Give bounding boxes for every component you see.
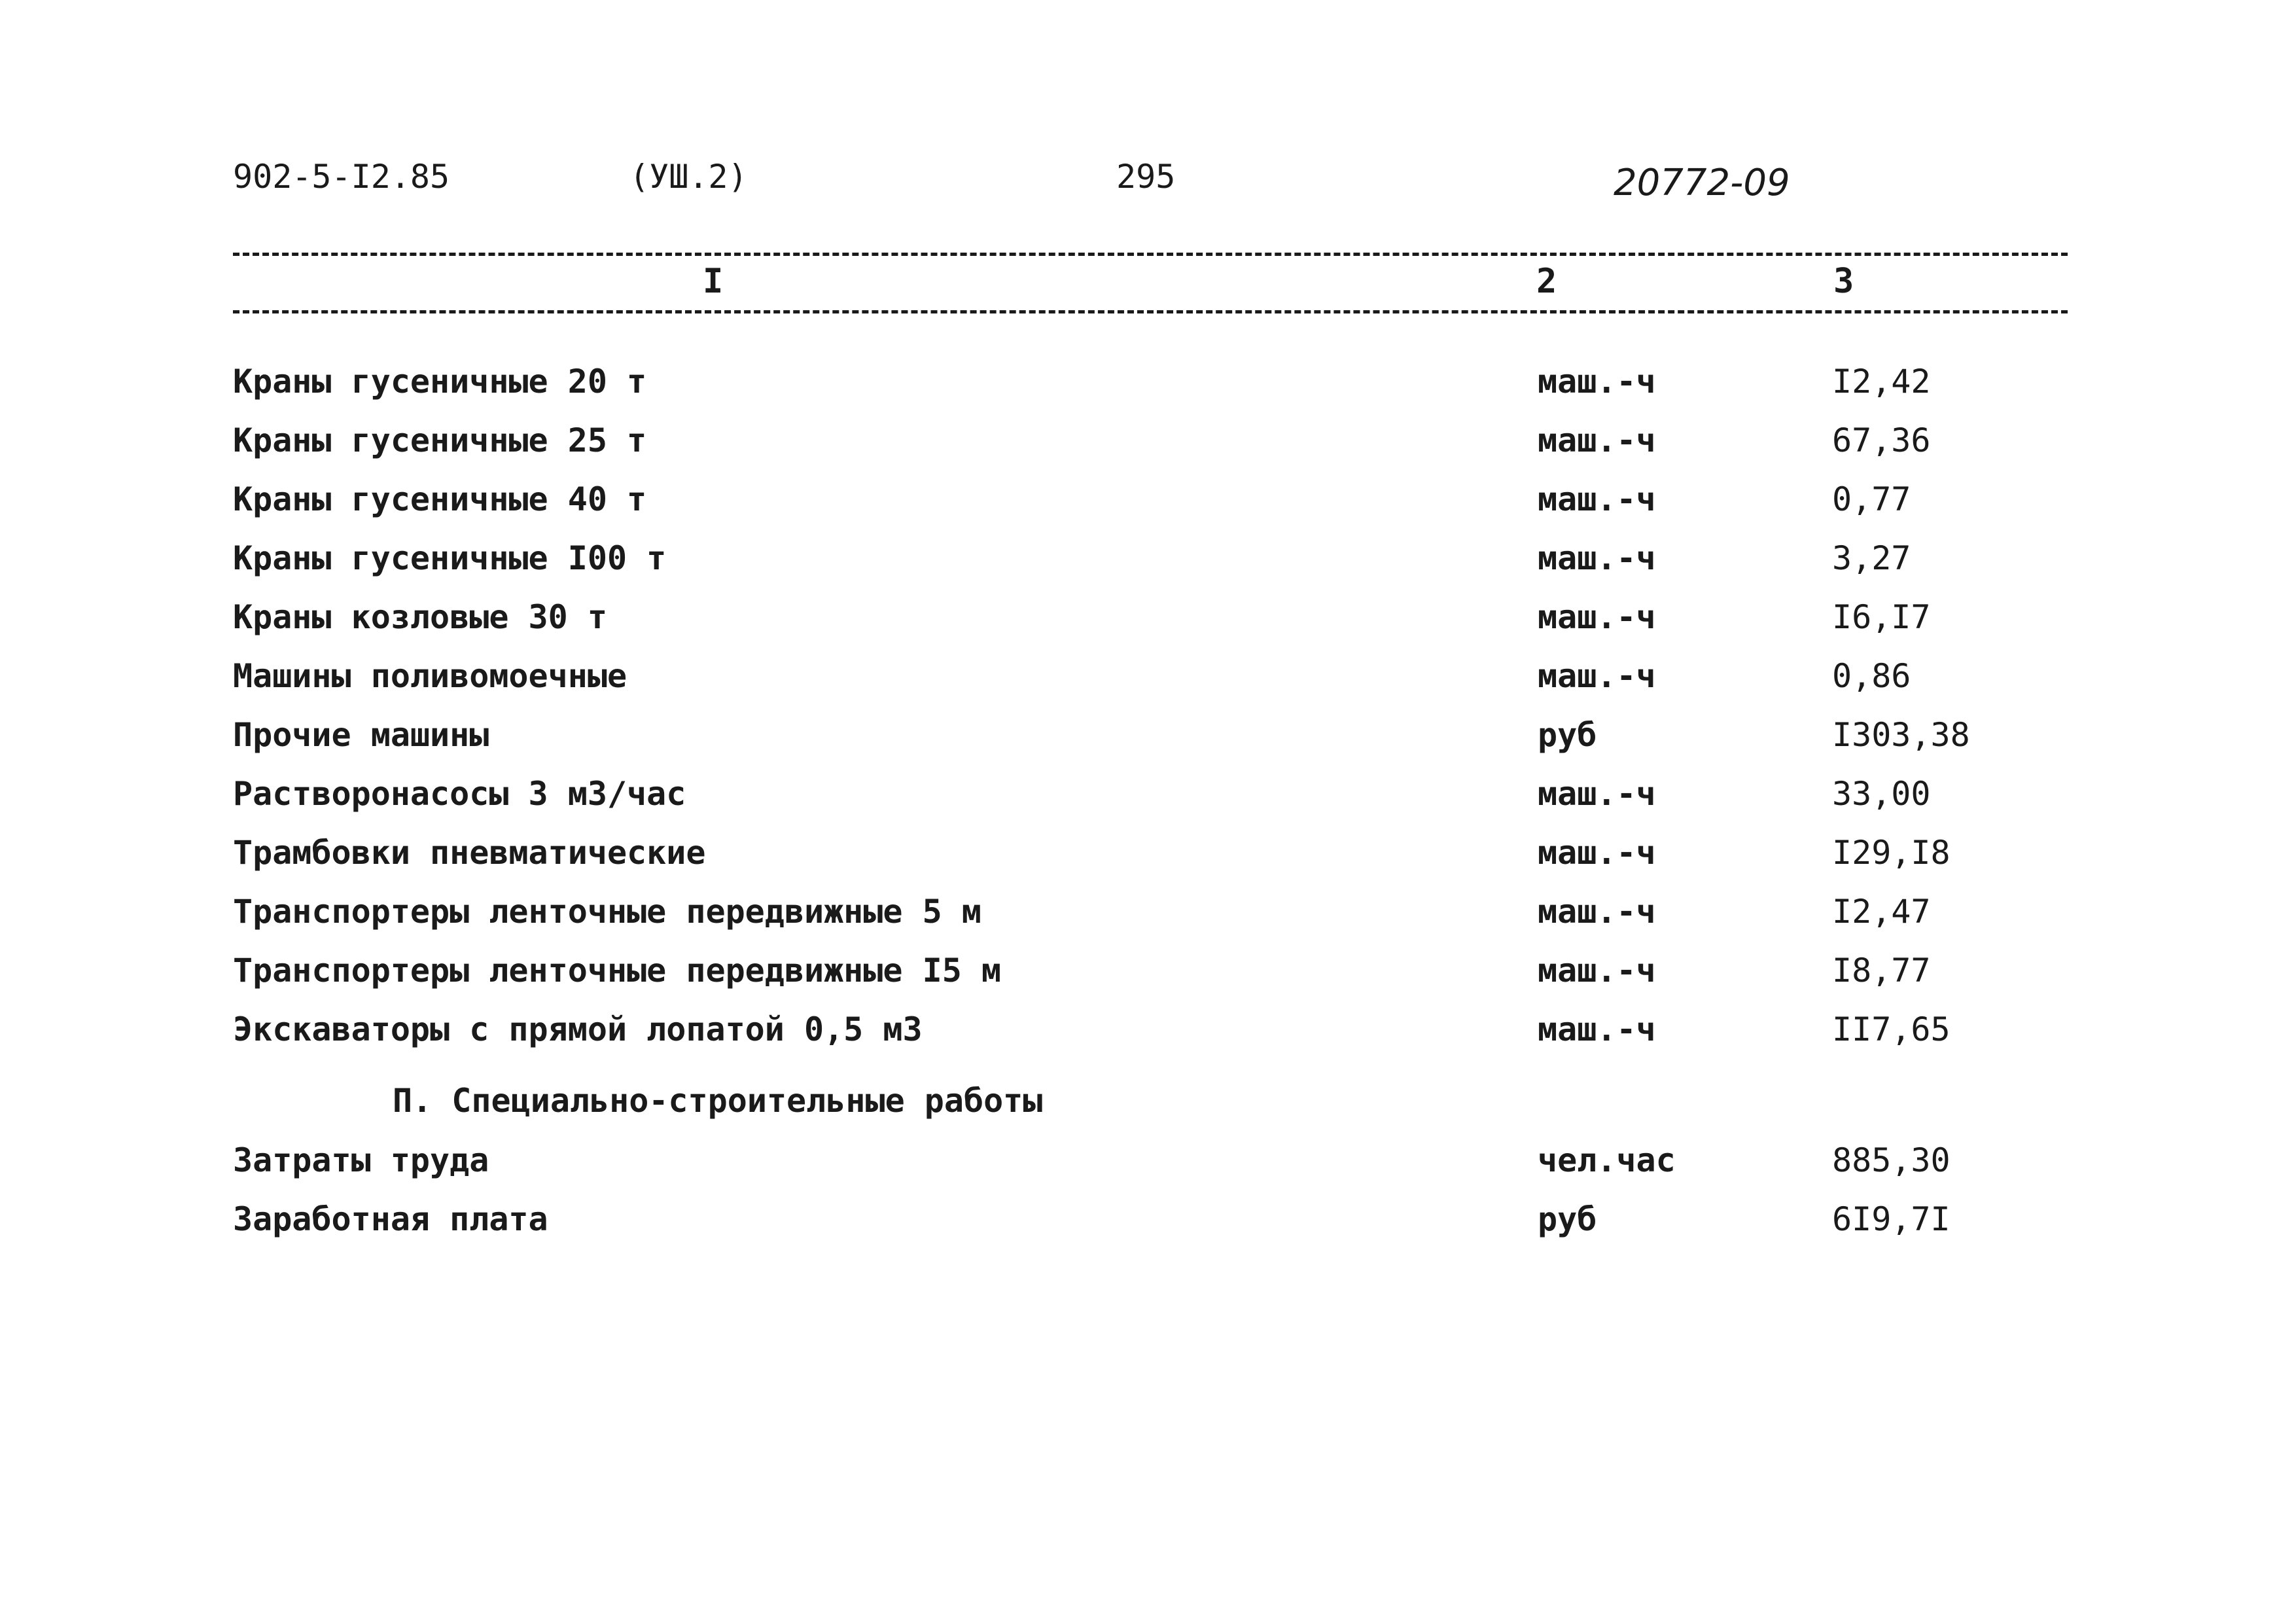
table-row (0, 771, 2296, 817)
row-unit: маш.-ч (1538, 598, 1656, 636)
row-name: Растворонасосы 3 м3/час (233, 775, 686, 813)
column-header-1: I (703, 262, 724, 301)
row-unit: маш.-ч (1538, 539, 1656, 577)
row-value: I2,42 (1832, 363, 1931, 401)
row-unit: руб (1538, 1200, 1597, 1238)
table-row (0, 476, 2296, 522)
row-value: 0,86 (1832, 657, 1911, 695)
table-row (0, 1007, 2296, 1052)
row-name: Краны козловые 30 т (233, 598, 607, 636)
row-name: Краны гусеничные 40 т (233, 480, 647, 518)
document-code: 902-5-I2.85 (233, 158, 450, 196)
page-number: 295 (1116, 158, 1176, 196)
row-value: 6I9,7I (1832, 1200, 1951, 1238)
row-value: I6,I7 (1832, 598, 1931, 636)
row-value: II7,65 (1832, 1010, 1951, 1048)
row-name: Машины поливомоечные (233, 657, 627, 695)
table-row (0, 889, 2296, 935)
row-unit: чел.час (1538, 1141, 1676, 1179)
column-header-3: 3 (1833, 262, 1854, 301)
table-row (0, 1137, 2296, 1183)
row-unit: маш.-ч (1538, 952, 1656, 990)
row-name: Транспортеры ленточные передвижные 5 м (233, 893, 981, 931)
row-unit: маш.-ч (1538, 480, 1656, 518)
section-heading: П. Специально-строительные работы (393, 1082, 1043, 1120)
row-unit: маш.-ч (1538, 775, 1656, 813)
row-name: Краны гусеничные I00 т (233, 539, 667, 577)
row-value: 3,27 (1832, 539, 1911, 577)
table-top-rule (233, 253, 2068, 256)
row-value: 0,77 (1832, 480, 1911, 518)
table-row (0, 948, 2296, 993)
table-row (0, 712, 2296, 758)
document-number: 20772-09 (1614, 162, 1790, 204)
row-name: Транспортеры ленточные передвижные I5 м (233, 952, 1001, 990)
row-value: I29,I8 (1832, 834, 1951, 872)
section-label: (УШ.2) (629, 158, 748, 196)
table-row (0, 535, 2296, 581)
row-value: 885,30 (1832, 1141, 1951, 1179)
row-name: Заработная плата (233, 1200, 548, 1238)
table-row (0, 594, 2296, 640)
table-row (0, 418, 2296, 463)
row-name: Краны гусеничные 25 т (233, 421, 647, 459)
row-unit: маш.-ч (1538, 1010, 1656, 1048)
row-value: 33,00 (1832, 775, 1931, 813)
table-row (0, 830, 2296, 876)
row-value: I8,77 (1832, 952, 1931, 990)
row-unit: маш.-ч (1538, 421, 1656, 459)
row-unit: маш.-ч (1538, 363, 1656, 401)
row-name: Затраты труда (233, 1141, 489, 1179)
row-name: Прочие машины (233, 716, 489, 754)
row-unit: руб (1538, 716, 1597, 754)
row-unit: маш.-ч (1538, 657, 1656, 695)
row-unit: маш.-ч (1538, 893, 1656, 931)
row-value: I2,47 (1832, 893, 1931, 931)
table-row (0, 359, 2296, 404)
table-header-rule (233, 310, 2068, 313)
row-value: I303,38 (1832, 716, 1970, 754)
row-name: Краны гусеничные 20 т (233, 363, 647, 401)
table-row (0, 653, 2296, 699)
row-name: Экскаваторы с прямой лопатой 0,5 м3 (233, 1010, 923, 1048)
row-name: Трамбовки пневматические (233, 834, 706, 872)
row-value: 67,36 (1832, 421, 1931, 459)
table-row (0, 1196, 2296, 1242)
column-header-2: 2 (1536, 262, 1557, 301)
row-unit: маш.-ч (1538, 834, 1656, 872)
